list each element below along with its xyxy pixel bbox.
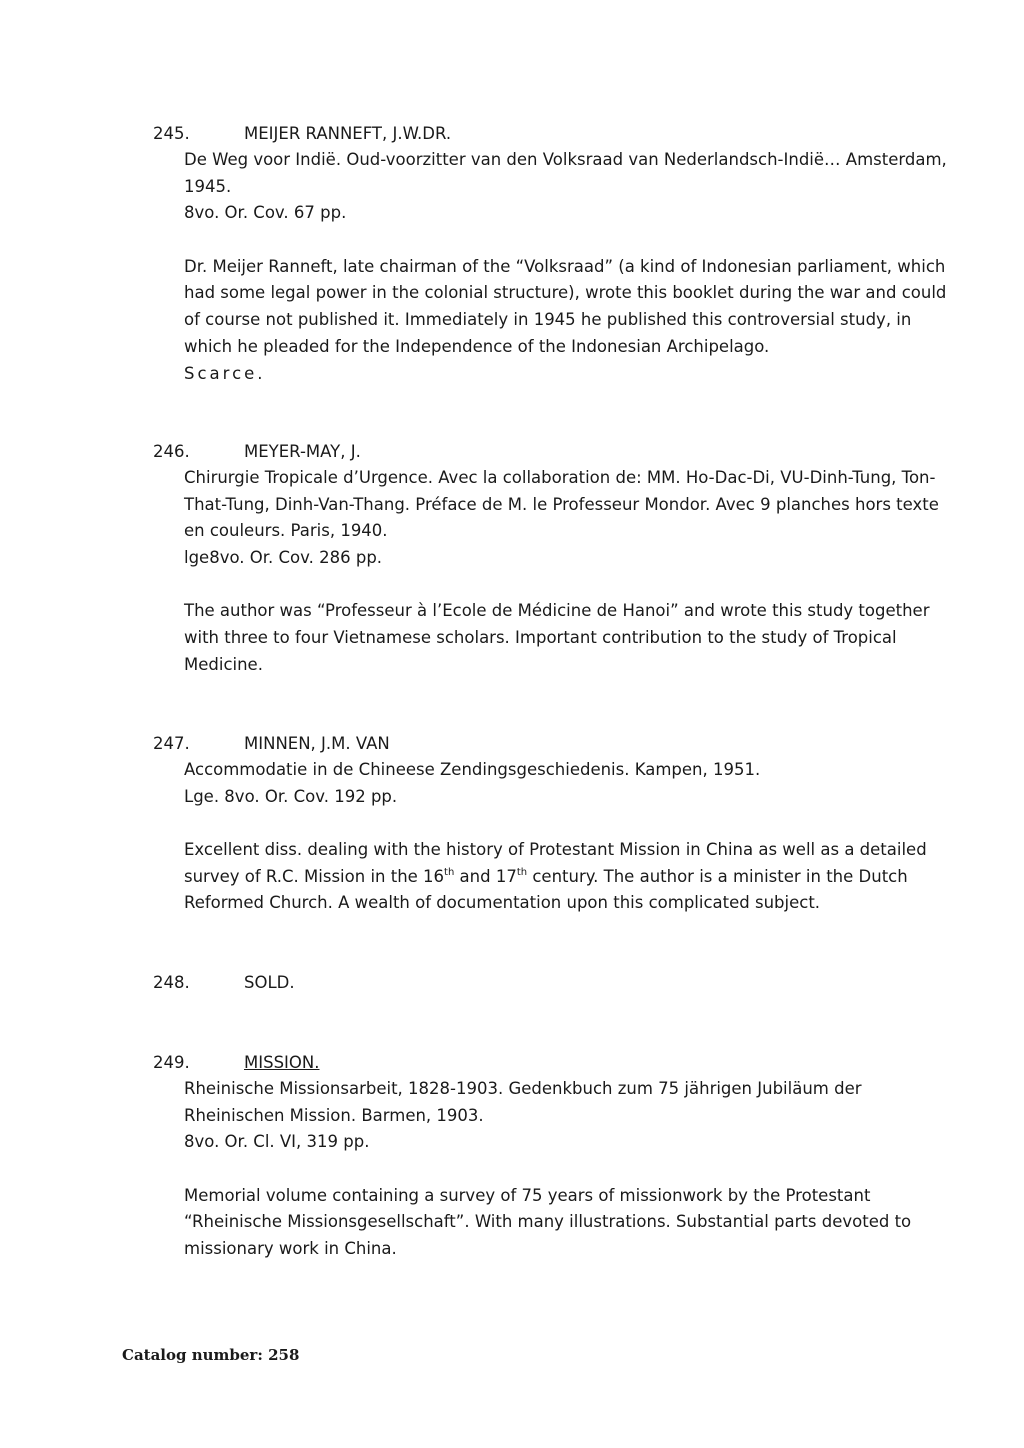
description-line: Memorial volume containing a survey of 75 years of missionwork by the Protestant	[184, 1185, 871, 1205]
entry-number: 246.	[153, 442, 190, 461]
description-line: Excellent diss. dealing with the history of Protestant Mission in China as well as a detailed	[184, 840, 927, 860]
description-line: Dr. Meijer Ranneft, late chairman of the “Volksraad” (a kind of Indonesian parliament, which	[184, 256, 946, 276]
description-line: missionary work in China.	[184, 1239, 397, 1259]
description-line: Rheinische Missionsarbeit, 1828-1903. Gedenkbuch zum 75 jährigen Jubiläum der	[184, 1079, 862, 1098]
description-line: which he pleaded for the Independence of the Indonesian Archipelago.	[184, 336, 770, 356]
description-line: with three to four Vietnamese scholars. Important contribution to the study of Tropical	[184, 628, 897, 648]
entry-status: SOLD.	[244, 973, 295, 992]
catalog-number-footer: Catalog number: 258	[122, 1346, 300, 1364]
entry-author: MEIJER RANNEFT, J.W.DR.	[244, 124, 452, 143]
description-line: 8vo. Or. Cl. VI, 319 pp.	[184, 1132, 370, 1152]
entry-number: 249.	[153, 1053, 190, 1072]
description-line: lge8vo. Or. Cov. 286 pp.	[184, 548, 383, 568]
description-line: Accommodatie in de Chineese Zendingsgeschiedenis. Kampen, 1951.	[184, 760, 761, 779]
description-line: The author was “Professeur à l’Ecole de Médicine de Hanoi” and wrote this study together	[184, 601, 930, 621]
description-line: Rheinischen Mission. Barmen, 1903.	[184, 1105, 484, 1125]
description-line: 8vo. Or. Cov. 67 pp.	[184, 203, 347, 223]
entry-subject: MISSION.	[244, 1053, 320, 1072]
entry-number: 247.	[153, 734, 190, 753]
entry-description	[184, 465, 939, 679]
entry-number: 248.	[153, 973, 190, 992]
description-line: Lge. 8vo. Or. Cov. 192 pp.	[184, 786, 398, 806]
description-line: “Rheinische Missionsgesellschaft”. With many illustrations. Substantial parts devoted to	[184, 1212, 912, 1232]
entry-author: MINNEN, J.M. VAN	[244, 734, 390, 753]
description-line: Reformed Church. A wealth of documentation upon this complicated subject.	[184, 893, 821, 913]
description-line: of course not published it. Immediately in 1945 he published this controversial study, in	[184, 310, 912, 330]
description-line: Scarce.	[184, 363, 266, 383]
description-line: Chirurgie Tropicale d’Urgence. Avec la collaboration de: MM. Ho-Dac-Di, VU-Dinh-Tung, Ton-	[184, 468, 936, 487]
description-line: That-Tung, Dinh-Van-Thang. Préface de M. le Professeur Mondor. Avec 9 planches hors texte	[184, 494, 939, 514]
description-line: Medicine.	[184, 654, 263, 674]
entry-description	[184, 147, 947, 387]
entry-number: 245.	[153, 124, 190, 143]
entry-author: MEYER-MAY, J.	[244, 442, 361, 461]
description-line: en couleurs. Paris, 1940.	[184, 521, 388, 541]
description-line: 1945.	[184, 176, 232, 196]
description-line: survey of R.C. Mission in the 16th and 17th century. The author is a minister in the Dutch	[184, 866, 908, 886]
description-line: had some legal power in the colonial structure), wrote this booklet during the war and could	[184, 283, 947, 303]
entry-description	[184, 1076, 912, 1263]
entry-description	[184, 757, 927, 917]
description-line: De Weg voor Indië. Oud-voorzitter van den Volksraad van Nederlandsch-Indië… Amsterdam,	[184, 150, 947, 169]
